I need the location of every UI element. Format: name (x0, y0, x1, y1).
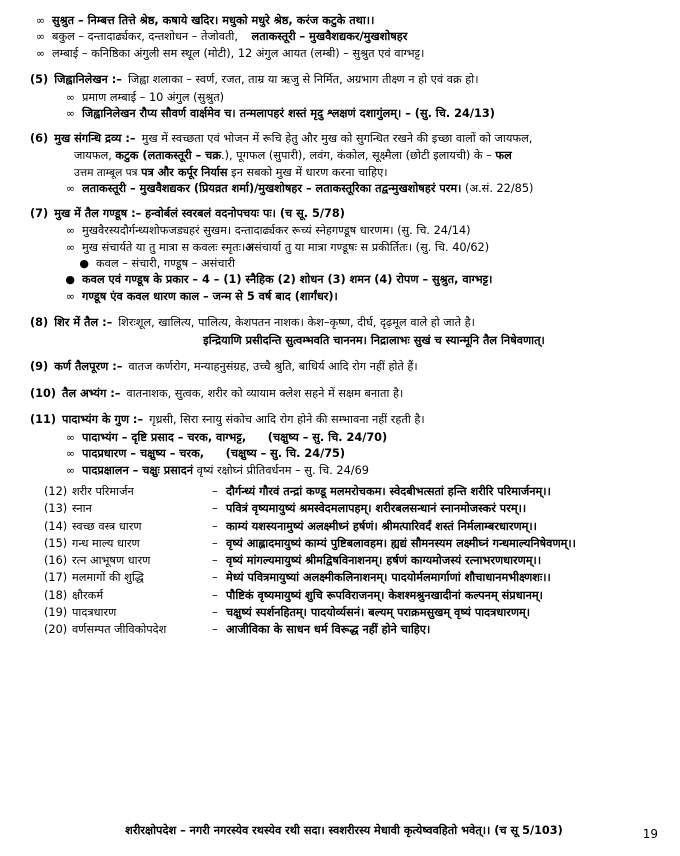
bullet-marker: ∞ (65, 240, 75, 254)
item-name: पादत्रधारण (72, 605, 117, 619)
list-item (38, 520, 658, 534)
item-desc: दौर्गन्ध्यं गौरवं तन्द्रां कण्डू मलमरोचकम। स्वेदबीभत्सतां हन्ति शरीरि परिमार्जनम्।। (226, 484, 551, 498)
bullet-text: जिह्वानिलेखन रौप्य सौवर्ण वार्क्षमेव च। तन्मलापहरं शस्तं मृदु श्लक्षणं दशागुंलम्। – (सु. चि. 24/13) (82, 107, 495, 121)
bullet-text (82, 182, 658, 196)
item-desc: पौष्टिकं वृष्यमायुष्यं शुचि रूपविराजनम्। केशश्मश्रुनखादीनां कल्पनम् संप्रधानम्। (226, 588, 543, 602)
bullet-text (82, 431, 658, 445)
section-title: शिर में तैल :– (54, 316, 113, 330)
list-item (38, 606, 658, 620)
bullet-text: प्रमाण लम्बाई – 10 अंगुल (सुश्रुत) (82, 90, 225, 104)
list-item (38, 485, 658, 499)
item-desc: चक्षुष्यं स्पर्शनहितम्। पादयोर्व्यसनं। बल्यम् पराक्रमसुखम् वृष्यं पादत्रधारणम्। (226, 605, 531, 619)
section-subtitle: वातज कर्णरोग, मन्याहनुसंग्रह, उच्चै श्रुति, बाधिर्य आदि रोग नहीं होते हैं। (128, 360, 418, 374)
bullet-text-tail: (चक्षुष्य – सु. चि. 24/70) (267, 430, 388, 444)
item-desc: पवित्रं वृष्यमायुष्यं श्रमस्वेदमलापहम्। शरीरबलसन्धानं स्नानमोजस्करं परम्।। (226, 502, 527, 516)
bullet-marker: ∞ (35, 46, 45, 60)
item-number: (18) (44, 588, 68, 602)
item-dash: – (212, 588, 218, 602)
bullet-text-bold: अ (245, 240, 254, 254)
section-7 (30, 207, 658, 305)
item-dash: – (212, 536, 218, 550)
bullet-marker: ● (79, 256, 89, 270)
section-number: (5) (30, 73, 49, 87)
section-body-line (74, 149, 658, 163)
bullet-marker: ∞ (65, 224, 75, 238)
item-name: गन्ध माल्य धारण (72, 536, 140, 550)
bullet-marker: ∞ (65, 90, 75, 104)
item-dash: – (212, 554, 218, 568)
list-item (60, 447, 658, 461)
section-title: जिह्वानिलेखन :– (54, 73, 122, 87)
line-text-rest: इन सबको मुख में धारण करना चाहिए। (231, 165, 388, 179)
bullet-text-bold: पादाभ्यंग – दृष्टि प्रसाद – चरक, वाग्भट्ट, (82, 430, 247, 444)
bullet-text-bold: लताकस्तूरी – मुखवैशद्यकर/मुखशोषहर (251, 30, 408, 44)
item-dash: – (212, 623, 218, 637)
bullet-text (82, 241, 658, 255)
list-item (38, 623, 658, 637)
section-number: (11) (30, 413, 57, 427)
top-bullets-block (30, 14, 658, 61)
bullet-marker: ● (65, 273, 75, 287)
list-item (60, 107, 658, 121)
list-item (30, 47, 658, 61)
section-subtitle: वातनाशक, सुत्वक, शरीर को व्यायाम क्लेश सहने में सक्षम बनाता है। (126, 386, 404, 400)
list-item (30, 14, 658, 28)
section-subtitle: मुख में स्वच्छता एवं भोजन में रूचि हेतु और मुख को सुगन्धित रखने की इच्छा वालों को जायफल, (141, 131, 533, 145)
list-item (74, 257, 658, 271)
list-item (60, 224, 658, 238)
section-heading (30, 360, 658, 374)
section-title: मुख में तैल गण्डूष :– हन्वोर्बलं स्वरबलं वदनोपचयः पः। (च सू. 5/78) (54, 206, 345, 220)
section-title: कर्ण तैलपूरण :– (54, 360, 123, 374)
section-number: (6) (30, 131, 49, 145)
item-dash: – (212, 484, 218, 498)
item-name: वर्णसम्पत जीविकोपदेश (72, 623, 167, 637)
section-heading (30, 73, 658, 87)
bullet-text: कवल एवं गण्डूष के प्रकार – 4 – (1) स्नैहिक (2) शोधन (3) शमन (4) रोपण – सुश्रुत, वाग्भट्ट। (82, 273, 493, 287)
section-subtitle: शिरःशूल, खालित्य, पालित्य, केशपतन नाशक। केश–कृष्ण, दीर्घ, दृढ़मूल वाले हो जाते है। (118, 316, 475, 330)
bullet-text (82, 447, 658, 461)
list-item (60, 182, 658, 196)
item-desc: वृष्यं मांगल्यमायुष्यं श्रीमद्विषविनाशनम्। हर्षणं काग्यमोजस्यं रत्नाभरणधारणम्।। (226, 554, 542, 568)
item-dash: – (212, 571, 218, 585)
line-text-bold: कटुक (लताकस्तूरी – चक्र (115, 149, 222, 163)
section-number: (10) (30, 386, 57, 400)
bullet-marker: ∞ (65, 182, 75, 196)
item-dash: – (212, 519, 218, 533)
item-number: (16) (44, 554, 68, 568)
section-heading (30, 413, 658, 427)
section-9 (30, 360, 658, 374)
section-title: तैल अभ्यंग :– (62, 386, 121, 400)
item-number: (19) (44, 605, 68, 619)
bullet-text-bold: पादप्रधारण – चक्षुष्य – चरक, (82, 447, 205, 461)
item-name: क्षौरकर्म (72, 588, 104, 602)
list-item (38, 502, 658, 516)
list-item (38, 554, 658, 568)
line-note: उत्तम ताम्बूल पत्र (74, 166, 138, 179)
item-number: (14) (44, 519, 68, 533)
bullet-text-bold: लताकस्तूरी – मुखवैशद्यकर (प्रियव्रत शर्मा)/मुखशोषहर – लताकस्तूरिका तद्वन्मुखशोषहरं परम। (82, 182, 462, 196)
section-6 (30, 132, 658, 197)
numbered-list (38, 485, 658, 641)
list-item (38, 537, 658, 551)
item-dash: – (212, 605, 218, 619)
list-item (38, 571, 658, 585)
section-number: (9) (30, 360, 49, 374)
bullet-text (52, 30, 658, 44)
list-item (60, 241, 658, 255)
bullet-text-post: संचार्या तु या मात्रा गण्डूषः स प्रकीर्तितः। (सु. चि. 40/62) (253, 240, 490, 254)
section-title: पादाभ्यंग के गुण :– (62, 413, 144, 427)
item-name: रत्न आभूषण धारण (72, 554, 151, 568)
bullet-text-tail: (अ.सं. 22/85) (465, 182, 534, 196)
item-number: (15) (44, 536, 68, 550)
item-name: मलमागों की शुद्धि (72, 571, 144, 585)
bullet-marker: ∞ (35, 14, 45, 27)
section-10 (30, 387, 658, 401)
section-title: मुख संगन्धि द्रव्य :– (54, 131, 136, 145)
item-name: शरीर परिमार्जन (72, 484, 134, 498)
item-dash: – (212, 502, 218, 516)
line-text-bold: निर्यास (201, 165, 228, 179)
bullet-text: लम्बाई – कनिष्ठिका अंगुली सम स्थूल (मोटी), 12 अंगुल आयत (लम्बी) – सुश्रुत एवं वाग्भट्ट। (52, 46, 425, 60)
item-desc: काम्यं यशस्यनामुष्यं अलक्ष्मीध्नं हर्षणं। श्रीमत्पारिवर्दं शस्तं निर्मलाम्बरधारणम्।। (226, 519, 537, 533)
bullet-text: मुखवैरस्यदौर्गन्ध्यशोफजड्यहरं सुखम। दन्तादार्ढ्यकर रूच्यं स्नेहगण्डूष धारणम। (सु. चि. 24/14) (82, 224, 471, 238)
item-number: (20) (44, 623, 68, 637)
page-footer-verse: शरीरक्षोपदेश – नगरी नगरस्येव रथस्येव रथी सदा। स्वशरीरस्य मेधावी कृत्येष्ववहितो भवेत्।। (च सू 5/103) (125, 823, 563, 837)
list-item (60, 273, 658, 287)
bullet-text-tail: वृष्यं रक्षोघ्नं प्रीतिवर्धनम – सु. चि. 24/69 (196, 463, 369, 477)
item-desc: मेध्यं पवित्रमायुष्यां अलक्ष्मीकलिनाशनम्। पादयोर्मलमार्गाणां शौचाधानमभीक्ष्णशः।। (226, 571, 551, 585)
item-number: (13) (44, 502, 68, 516)
bullet-text-pre: मुख संचार्यते या तु मात्रा स कवलः स्मृतः। (82, 240, 246, 254)
item-name: स्नान (72, 502, 92, 516)
bullet-marker: ∞ (35, 30, 45, 44)
section-verse: इन्द्रियाणि प्रसीदन्ति सुत्वम्भवति चाननम। निद्रालाभः सुखं च स्यान्मूनि तैल निषेवणात्। (203, 333, 545, 347)
bullet-marker: ∞ (65, 447, 75, 461)
item-desc: आजीविका के साधन धर्म विरूद्ध नहीं होने चाहिए। (226, 623, 431, 637)
list-item (30, 30, 658, 44)
item-desc: वृष्यं आह्लादमायुष्यं काम्यं पुष्टिबलावहम। ह्यद्यं सौमनस्यम लक्ष्मीघ्नं गन्धमाल्यनिषेवणम्।। (226, 536, 576, 550)
section-heading (30, 387, 658, 401)
list-item (60, 290, 658, 304)
bullet-text-bold: पादप्रक्षालन – चक्षुः प्रसादनं (82, 463, 193, 477)
section-heading (30, 132, 658, 146)
section-subtitle: गृध्रसी, सिरा स्नायु संकोच आदि रोग होने की सम्भावना नहीं रहती है। (149, 413, 425, 427)
item-name: स्वच्छ वस्त्र धारण (72, 519, 142, 533)
list-item (60, 464, 658, 478)
bullet-marker: ∞ (65, 430, 75, 444)
item-number: (12) (44, 484, 68, 498)
bullet-marker: ∞ (65, 107, 75, 121)
page-number: 19 (642, 826, 658, 841)
section-heading (30, 207, 658, 221)
bullet-text (82, 464, 658, 478)
list-item (60, 431, 658, 445)
bullet-text-tail: (चक्षुष्य – सु. चि. 24/75) (225, 447, 346, 461)
bullet-text: सुश्रुत – निम्बत्त तित्ते श्रेष्ठ, कषाये खदिर। मधुको मधुरे श्रेष्ठ, करंज कटुके तथा।। (52, 14, 375, 27)
section-11 (30, 413, 658, 478)
bullet-text-plain: बकुल – दन्तादार्ढ्यकर, दन्तशोधन – तेजोवती, (52, 30, 238, 44)
section-number: (7) (30, 206, 49, 220)
bullet-marker: ∞ (65, 289, 75, 303)
section-5 (30, 73, 658, 121)
line-text: जायफल, (74, 149, 112, 163)
item-number: (17) (44, 571, 68, 585)
line-text: पत्र और कर्पूर (141, 165, 198, 179)
section-number: (8) (30, 316, 49, 330)
section-subtitle: जिह्वा शलाका – स्वर्ण, रजत, ताम्र या ऋजु से निर्मित, अग्रभाग तीक्ष्ण न हो एवं वक्र हो। (127, 73, 479, 87)
list-item (38, 589, 658, 603)
section-heading (30, 316, 658, 330)
bullet-text: गण्डूष एंव कवल धारण काल – जन्म से 5 वर्ष बाद (शार्गंधर)। (82, 289, 338, 303)
line-text-bold-2: फल (495, 149, 512, 163)
section-8 (30, 316, 658, 348)
line-text-plain: .), पूगफल (सुपारी), लवंग, कंकोल, सूक्ष्मैला (छोटी इलायची) के – (221, 149, 492, 163)
section-body-line-2 (74, 166, 658, 181)
bullet-text: कवल – संचारी, गण्डूष – असंचारी (96, 256, 235, 270)
bullet-marker: ∞ (65, 463, 75, 477)
list-item (60, 91, 658, 105)
